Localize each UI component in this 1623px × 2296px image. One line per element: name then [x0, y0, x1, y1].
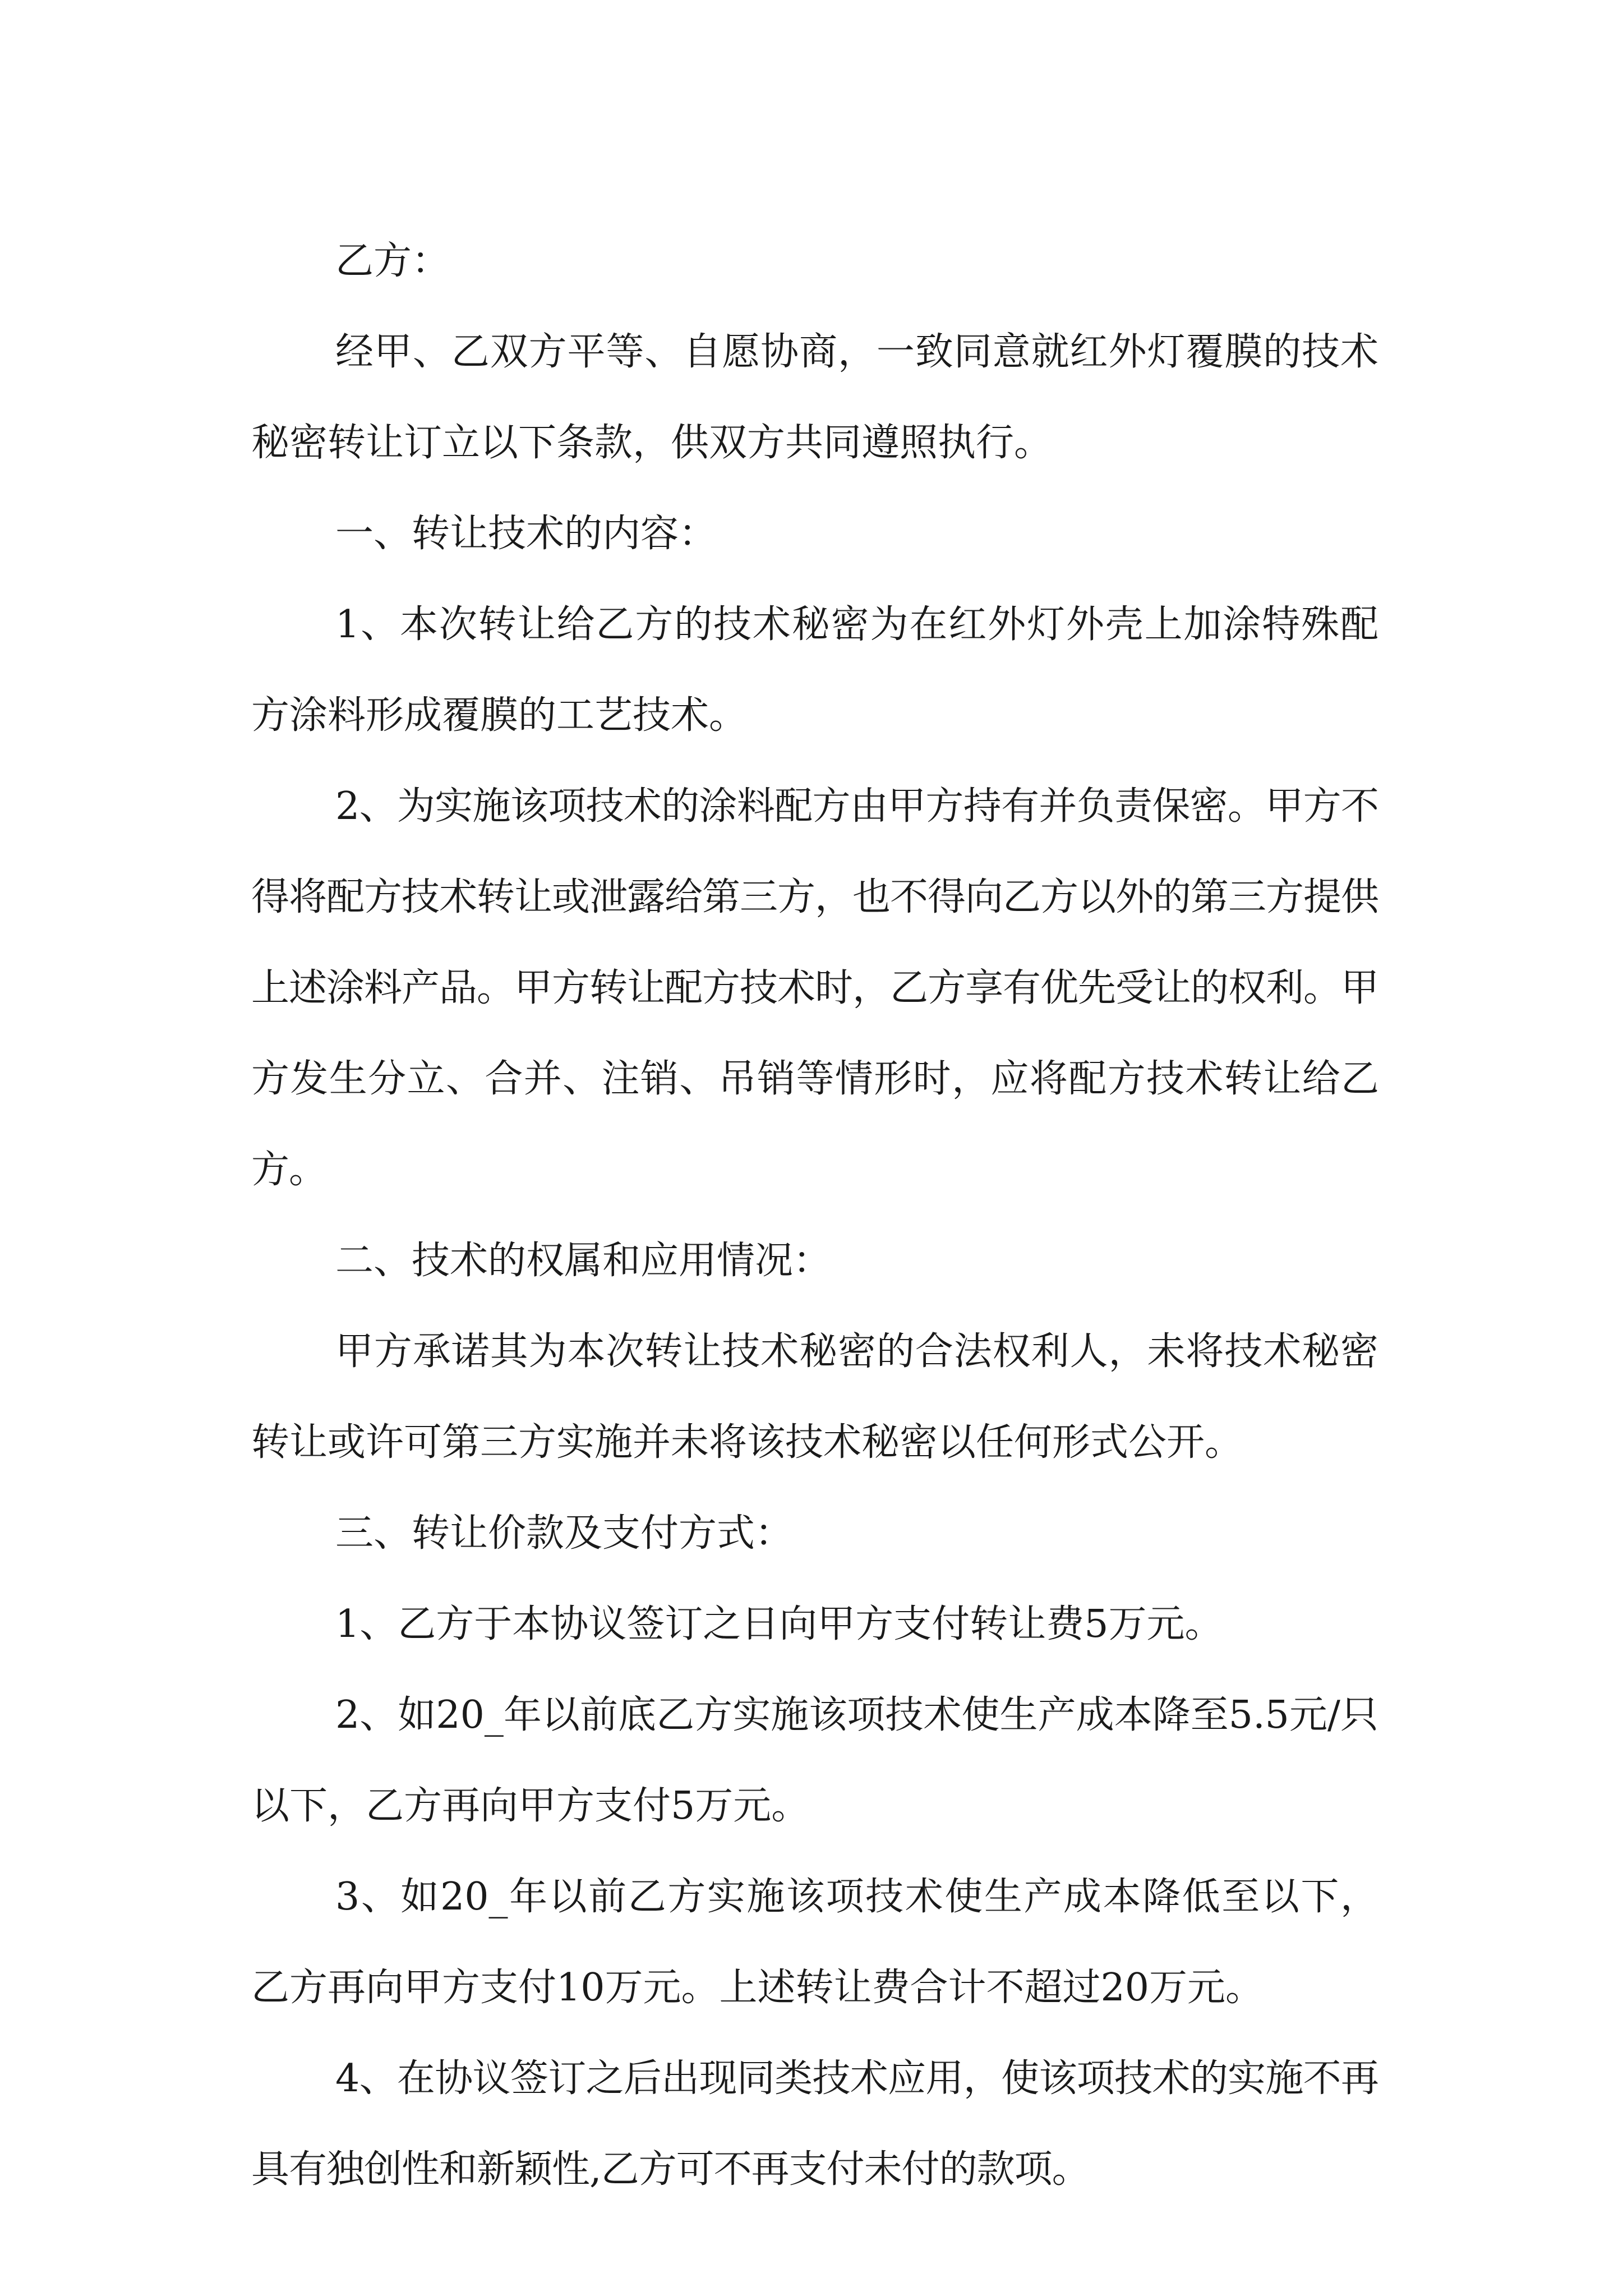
section-3-item-3: 3、如20_年以前乙方实施该项技术使生产成本降低至以下，乙方再向甲方支付10万元。上述转让费合计不超过20万元。	[251, 1875, 1378, 2010]
section-3-heading: 三、转让价款及支付方式：	[335, 1511, 794, 1556]
party-b-label: 乙方：	[335, 239, 450, 283]
section-3-item-4: 4、在协议签订之后出现同类技术应用，使该项技术的实施不再具有独创性和新颖性,乙方可不再支付未付的款项。	[251, 2056, 1378, 2192]
section-1-item-1: 1、本次转让给乙方的技术秘密为在红外灯外壳上加涂特殊配方涂料形成覆膜的工艺技术。	[251, 602, 1378, 738]
section-1-heading: 一、转让技术的内容：	[335, 512, 717, 556]
section-3-item-1: 1、乙方于本协议签订之日向甲方支付转让费5万元。	[335, 1602, 1223, 1646]
document-page	[251, 216, 1378, 2215]
section-1-item-2: 2、为实施该项技术的涂料配方由甲方持有并负责保密。甲方不得将配方技术转让或泄露给第三方，也不得向乙方以外的第三方提供上述涂料产品。甲方转让配方技术时，乙方享有优先受让的权利。甲方发生分立、合并、注销、吊销等情形时，应将配方技术转让给乙方。	[251, 784, 1379, 1192]
section-3-item-2: 2、如20_年以前底乙方实施该项技术使生产成本降至5.5元/只以下，乙方再向甲方支付5万元。	[251, 1693, 1378, 1828]
preamble-paragraph: 经甲、乙双方平等、自愿协商，一致同意就红外灯覆膜的技术秘密转让订立以下条款，供双方共同遵照执行。	[251, 330, 1378, 465]
section-2-paragraph: 甲方承诺其为本次转让技术秘密的合法权利人，未将技术秘密转让或许可第三方实施并未将该技术秘密以任何形式公开。	[251, 1329, 1378, 1465]
section-2-heading: 二、技术的权属和应用情况：	[335, 1239, 832, 1283]
